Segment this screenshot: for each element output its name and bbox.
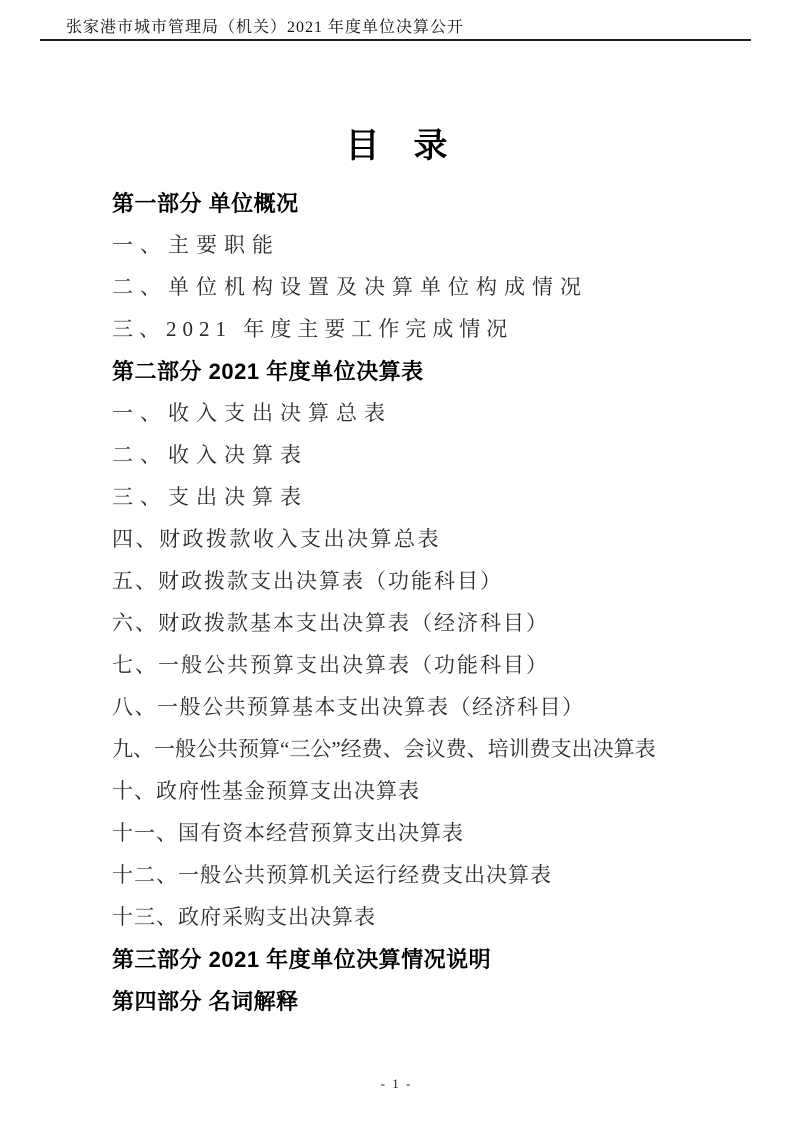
toc-entry: 十三、政府采购支出决算表 [112, 905, 376, 929]
toc-entry: 四、财政拨款收入支出决算总表 [112, 527, 441, 551]
toc-entry: 二、收入决算表 [112, 443, 308, 467]
page-title: 目 录 [345, 128, 448, 165]
toc-entry: 七、一般公共预算支出决算表（功能科目） [112, 653, 549, 677]
toc-section-heading: 第四部分 名词解释 [112, 988, 299, 1014]
page-number: - 1 - [380, 1076, 413, 1091]
toc-entry: 六、财政拨款基本支出决算表（经济科目） [112, 611, 549, 635]
toc-entry: 十、政府性基金预算支出决算表 [112, 779, 420, 803]
header-divider [40, 39, 751, 41]
toc-section-heading: 第一部分 单位概况 [112, 190, 299, 216]
toc-entry: 三、支出决算表 [112, 485, 308, 509]
toc-section-heading: 第三部分 2021 年度单位决算情况说明 [112, 946, 492, 972]
toc-entry: 二、单位机构设置及决算单位构成情况 [112, 275, 588, 299]
toc-entry: 一、主要职能 [112, 233, 280, 257]
table-of-contents [112, 181, 703, 1021]
document-header: 张家港市城市管理局（机关）2021 年度单位决算公开 [66, 19, 465, 36]
toc-entry: 五、财政拨款支出决算表（功能科目） [112, 569, 503, 593]
toc-entry: 十一、国有资本经营预算支出决算表 [112, 821, 464, 845]
toc-entry: 十二、一般公共预算机关运行经费支出决算表 [112, 863, 552, 887]
toc-section-heading: 第二部分 2021 年度单位决算表 [112, 358, 424, 384]
toc-entry: 一、收入支出决算总表 [112, 401, 392, 425]
toc-entry: 九、一般公共预算“三公”经费、会议费、培训费支出决算表 [112, 737, 656, 761]
toc-entry: 八、一般公共预算基本支出决算表（经济科目） [112, 695, 585, 719]
toc-entry: 三、2021 年度主要工作完成情况 [112, 317, 514, 341]
